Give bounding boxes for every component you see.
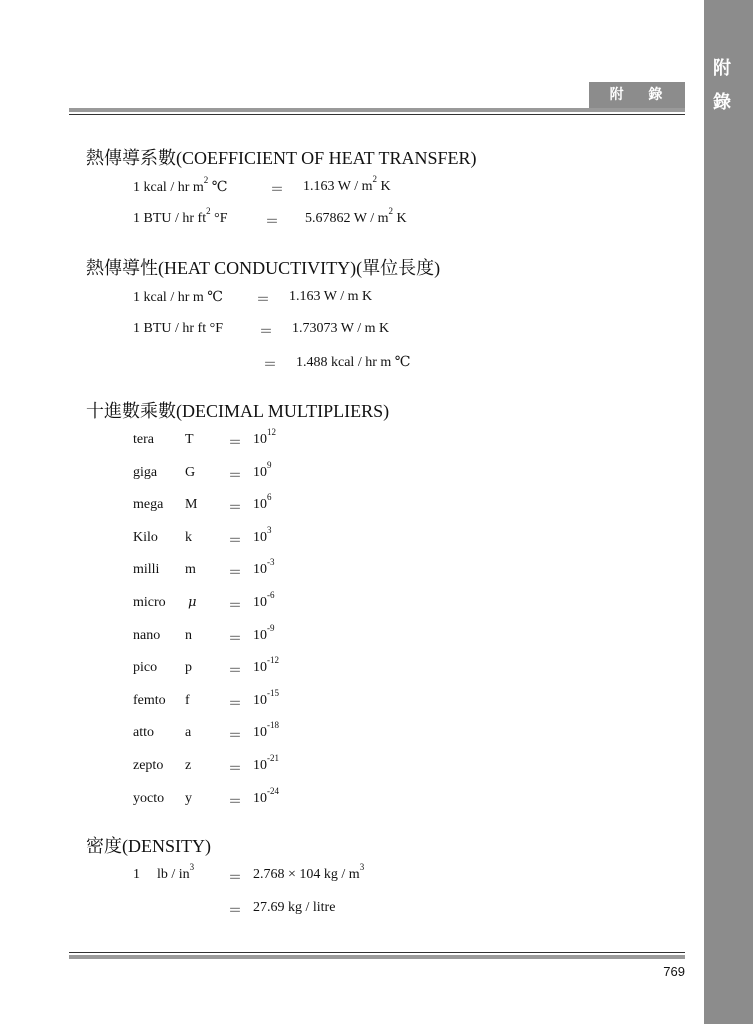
equals-sign: ＝ [228, 871, 242, 886]
equals-sign: ＝ [228, 729, 242, 744]
side-tab-text [710, 52, 734, 120]
multiplier-name: mega [133, 497, 164, 512]
power-exponent: -24 [267, 786, 279, 797]
equals-sign: ＝ [228, 762, 242, 777]
multiplier-symbol: y [185, 791, 192, 806]
power-base: 10 [253, 660, 267, 675]
power-exponent: 9 [267, 460, 272, 471]
footer-rule-thick [69, 955, 685, 959]
power-exponent: -18 [267, 720, 279, 731]
lhs-text: 1 kcal / hr m [133, 180, 204, 195]
equals-sign: ＝ [228, 632, 242, 647]
multiplier-symbol: f [185, 693, 190, 708]
equals-sign: ＝ [265, 215, 279, 230]
multiplier-value [253, 525, 272, 546]
multiplier-symbol: n [185, 628, 192, 643]
conductivity-rhs: 1.163 W / m K [289, 289, 373, 304]
multiplier-value [253, 557, 275, 578]
equals-sign: ＝ [228, 566, 242, 581]
rhs-text: 2.768 × 104 kg / m [253, 867, 360, 882]
section-title-density: 密度(DENSITY) [86, 836, 211, 856]
density-unit [157, 862, 195, 883]
power-base: 10 [253, 595, 267, 610]
equals-sign: ＝ [270, 183, 284, 198]
heat-transfer-lhs [133, 175, 228, 196]
lhs-unit: ℃ [208, 180, 228, 195]
power-exponent: -9 [267, 623, 275, 634]
equals-sign: ＝ [263, 358, 277, 373]
multiplier-value [253, 590, 275, 611]
power-base: 10 [253, 562, 267, 577]
rhs-text: 5.67862 W / m [305, 211, 389, 226]
multiplier-name: pico [133, 660, 158, 675]
section-title-heat-transfer: 熱傳導系數(COEFFICIENT OF HEAT TRANSFER) [86, 148, 477, 168]
power-base: 10 [253, 725, 267, 740]
multiplier-name: tera [133, 432, 154, 447]
multiplier-symbol: G [185, 465, 196, 480]
power-base: 10 [253, 530, 267, 545]
equals-sign: ＝ [228, 501, 242, 516]
multiplier-name: atto [133, 725, 154, 740]
multiplier-value [253, 753, 279, 774]
multiplier-symbol: k [185, 530, 192, 545]
lhs-text: 1 BTU / hr ft [133, 211, 207, 226]
density-rhs: 27.69 kg / litre [253, 900, 336, 915]
equals-sign: ＝ [228, 795, 242, 810]
multiplier-symbol: T [185, 432, 194, 447]
header-rule-thin [69, 114, 685, 115]
lhs-exponent: 2 [203, 175, 209, 186]
power-exponent: -15 [267, 688, 279, 699]
equals-sign: ＝ [259, 325, 273, 340]
multiplier-value [253, 623, 275, 644]
multiplier-value [253, 720, 279, 741]
multiplier-name: Kilo [133, 530, 158, 545]
multiplier-symbol: z [185, 758, 192, 773]
header-label: 附 錄 [589, 82, 685, 108]
multiplier-value [253, 688, 279, 709]
power-base: 10 [253, 497, 267, 512]
rhs-exponent: 2 [372, 174, 377, 185]
multiplier-symbol: a [185, 725, 192, 740]
heat-transfer-rhs [305, 206, 407, 227]
power-exponent: -6 [267, 590, 275, 601]
equals-sign: ＝ [228, 697, 242, 712]
power-base: 10 [253, 758, 267, 773]
rhs-unit: K [393, 211, 407, 226]
equals-sign: ＝ [228, 904, 242, 919]
rhs-exponent: 2 [388, 206, 393, 217]
density-rhs [253, 862, 365, 883]
multiplier-value [253, 427, 276, 448]
equals-sign: ＝ [228, 469, 242, 484]
power-exponent: 12 [267, 427, 276, 438]
equals-sign: ＝ [228, 534, 242, 549]
power-exponent: -12 [267, 655, 279, 666]
power-base: 10 [253, 465, 267, 480]
power-exponent: -3 [267, 557, 275, 568]
multiplier-name: zepto [133, 758, 164, 773]
power-base: 10 [253, 432, 267, 447]
footer-rule-thin [69, 952, 685, 953]
multiplier-name: femto [133, 693, 166, 708]
multiplier-name: nano [133, 628, 161, 643]
lhs-unit: °F [210, 211, 228, 226]
density-qty: 1 [133, 867, 140, 882]
multiplier-name: micro [133, 595, 166, 610]
heat-transfer-lhs [133, 206, 228, 227]
section-title-heat-conductivity: 熱傳導性(HEAT CONDUCTIVITY)(單位長度) [86, 258, 441, 278]
unit-exponent: 3 [189, 862, 195, 873]
heat-transfer-rhs [303, 174, 391, 195]
side-tab [704, 0, 753, 1024]
header-rule-thick [69, 108, 685, 112]
equals-sign: ＝ [256, 293, 270, 308]
power-exponent: 3 [267, 525, 272, 536]
multiplier-name: giga [133, 465, 158, 480]
equals-sign: ＝ [228, 436, 242, 451]
multiplier-value [253, 655, 279, 676]
multiplier-value [253, 460, 272, 481]
multiplier-value [253, 786, 279, 807]
conductivity-rhs: 1.488 kcal / hr m ℃ [296, 355, 411, 370]
unit-text: lb / in [157, 867, 190, 882]
multiplier-value [253, 492, 272, 513]
equals-sign: ＝ [228, 664, 242, 679]
multiplier-symbol: μ [188, 595, 197, 610]
multiplier-symbol: m [185, 562, 196, 577]
multiplier-name: milli [133, 562, 160, 577]
conductivity-lhs: 1 BTU / hr ft °F [133, 321, 223, 336]
conductivity-lhs: 1 kcal / hr m ℃ [133, 290, 223, 305]
side-tab-char: 錄 [713, 92, 731, 113]
power-base: 10 [253, 791, 267, 806]
lhs-exponent: 2 [206, 206, 211, 217]
conductivity-rhs: 1.73073 W / m K [292, 321, 390, 336]
rhs-exponent: 3 [359, 862, 365, 873]
power-exponent: 6 [267, 492, 272, 503]
section-title-decimal-multipliers: 十進數乘數(DECIMAL MULTIPLIERS) [86, 401, 390, 421]
equals-sign: ＝ [228, 599, 242, 614]
power-exponent: -21 [267, 753, 279, 764]
multiplier-name: yocto [133, 791, 165, 806]
rhs-unit: K [377, 179, 391, 194]
rhs-text: 1.163 W / m [303, 179, 373, 194]
multiplier-symbol: p [185, 660, 192, 675]
side-tab-char: 附 [713, 58, 731, 79]
page-number: 769 [663, 964, 685, 979]
power-base: 10 [253, 693, 267, 708]
multiplier-symbol: M [185, 497, 198, 512]
power-base: 10 [253, 628, 267, 643]
